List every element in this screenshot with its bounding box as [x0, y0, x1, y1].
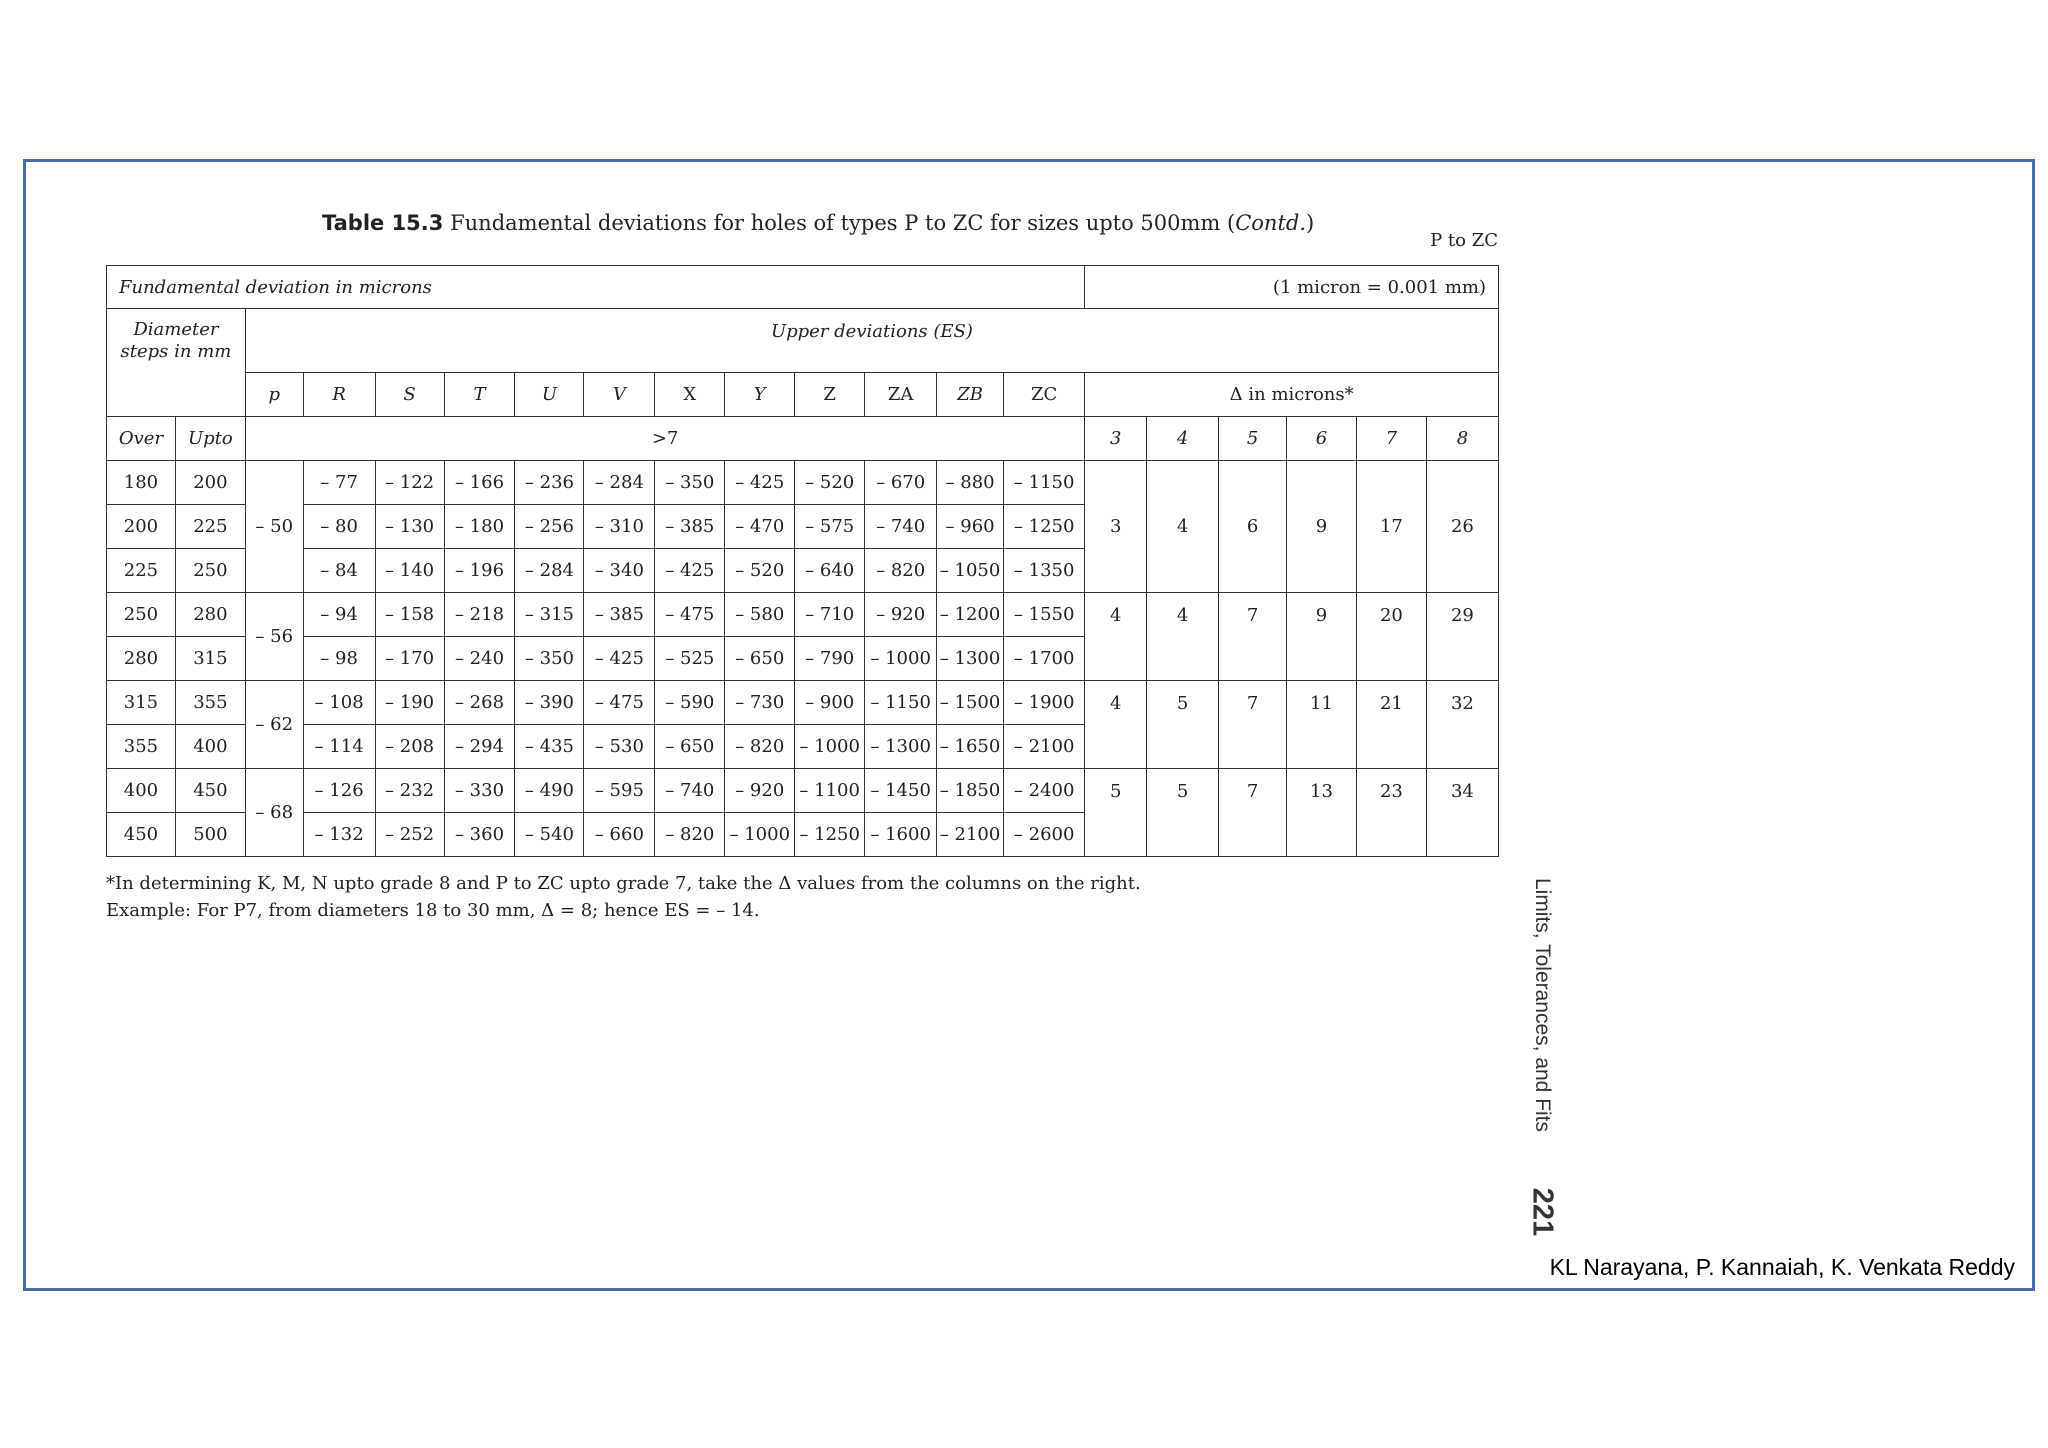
deviation-cell: – 920 — [725, 769, 795, 813]
deviation-cell: – 1250 — [795, 813, 865, 857]
deviation-cell: – 1900 — [1004, 681, 1085, 725]
deviation-cell: – 268 — [444, 681, 515, 725]
deviation-cell: – 650 — [655, 725, 725, 769]
authors: KL Narayana, P. Kannaiah, K. Venkata Reddy — [1549, 1254, 2015, 1280]
table-row — [107, 461, 1499, 505]
deviation-cell: – 330 — [444, 769, 515, 813]
deviation-cell: – 108 — [303, 681, 375, 725]
deviation-cell: – 540 — [515, 813, 584, 857]
fundamental-deviation-header: Fundamental deviation in microns — [107, 266, 1085, 309]
upto-cell: 355 — [175, 681, 245, 725]
delta-value-cell: 13 — [1287, 769, 1357, 857]
over-header: Over — [107, 417, 176, 461]
table-caption — [322, 211, 1314, 235]
deviation-cell: – 595 — [584, 769, 655, 813]
deviation-cell: – 252 — [375, 813, 444, 857]
caption-text: Fundamental deviations for holes of types P to ZC for sizes upto 500mm ( — [450, 211, 1236, 235]
deviation-cell: – 84 — [303, 549, 375, 593]
deviation-cell: – 670 — [865, 461, 937, 505]
delta-value-cell: 3 — [1085, 461, 1147, 593]
delta-value-cell: 29 — [1426, 593, 1498, 681]
deviation-cell: – 340 — [584, 549, 655, 593]
deviation-cell: – 960 — [937, 505, 1004, 549]
deviation-cell: – 232 — [375, 769, 444, 813]
upto-header: Upto — [175, 417, 245, 461]
deviation-cell: – 196 — [444, 549, 515, 593]
fundamental-deviation-table — [106, 265, 1499, 857]
deviation-cell: – 1150 — [865, 681, 937, 725]
over-cell: 315 — [107, 681, 176, 725]
delta-value-cell: 7 — [1219, 681, 1287, 769]
deviation-cell: – 1300 — [937, 637, 1004, 681]
delta-value-cell: 5 — [1147, 769, 1219, 857]
delta-grade-8: 8 — [1426, 417, 1498, 461]
deviation-cell: – 425 — [584, 637, 655, 681]
deviation-cell: – 1600 — [865, 813, 937, 857]
deviation-cell: – 166 — [444, 461, 515, 505]
deviation-cell: – 1250 — [1004, 505, 1085, 549]
deviation-cell: – 820 — [725, 725, 795, 769]
deviation-cell: – 520 — [725, 549, 795, 593]
deviation-cell: – 218 — [444, 593, 515, 637]
deviation-cell: – 920 — [865, 593, 937, 637]
deviation-cell: – 520 — [795, 461, 865, 505]
deviation-cell: – 1200 — [937, 593, 1004, 637]
deviation-cell: – 310 — [584, 505, 655, 549]
delta-value-cell: 32 — [1426, 681, 1498, 769]
delta-value-cell: 23 — [1356, 769, 1426, 857]
deviation-cell: – 475 — [584, 681, 655, 725]
upto-cell: 400 — [175, 725, 245, 769]
delta-value-cell: 5 — [1085, 769, 1147, 857]
upto-cell: 450 — [175, 769, 245, 813]
deviation-cell: – 1450 — [865, 769, 937, 813]
deviation-cell: – 236 — [515, 461, 584, 505]
deviation-cell: – 2100 — [1004, 725, 1085, 769]
deviation-cell: – 132 — [303, 813, 375, 857]
deviation-cell: – 710 — [795, 593, 865, 637]
over-cell: 355 — [107, 725, 176, 769]
deviation-cell: – 475 — [655, 593, 725, 637]
column-header-zc: ZC — [1004, 373, 1085, 417]
over-cell: 225 — [107, 549, 176, 593]
deviation-cell: – 530 — [584, 725, 655, 769]
deviation-cell: – 240 — [444, 637, 515, 681]
deviation-cell: – 77 — [303, 461, 375, 505]
deviation-cell: – 900 — [795, 681, 865, 725]
upto-cell: 500 — [175, 813, 245, 857]
delta-value-cell: 4 — [1085, 681, 1147, 769]
deviation-cell: – 2400 — [1004, 769, 1085, 813]
delta-grade-5: 5 — [1219, 417, 1287, 461]
column-header-za: ZA — [865, 373, 937, 417]
over-cell: 450 — [107, 813, 176, 857]
deviation-cell: – 880 — [937, 461, 1004, 505]
column-header-t: T — [444, 373, 515, 417]
deviation-cell: – 425 — [725, 461, 795, 505]
deviation-cell: – 820 — [655, 813, 725, 857]
deviation-cell: – 315 — [515, 593, 584, 637]
footnote-delta: *In determining K, M, N upto grade 8 and P to ZC upto grade 7, take the Δ values from the columns on the right. — [106, 873, 1141, 894]
deviation-cell: – 1150 — [1004, 461, 1085, 505]
deviation-cell: – 140 — [375, 549, 444, 593]
delta-value-cell: 11 — [1287, 681, 1357, 769]
delta-value-cell: 4 — [1085, 593, 1147, 681]
deviation-cell: – 158 — [375, 593, 444, 637]
deviation-cell: – 1850 — [937, 769, 1004, 813]
deviation-cell: – 650 — [725, 637, 795, 681]
column-header-p: p — [245, 373, 303, 417]
over-cell: 180 — [107, 461, 176, 505]
deviation-cell: – 1700 — [1004, 637, 1085, 681]
upto-cell: 200 — [175, 461, 245, 505]
deviation-cell: – 256 — [515, 505, 584, 549]
deviation-cell: – 390 — [515, 681, 584, 725]
deviation-cell: – 350 — [655, 461, 725, 505]
delta-value-cell: 9 — [1287, 461, 1357, 593]
deviation-cell: – 740 — [865, 505, 937, 549]
p-deviation-cell: – 68 — [245, 769, 303, 857]
deviation-cell: – 730 — [725, 681, 795, 725]
deviation-cell: – 294 — [444, 725, 515, 769]
upto-cell: 315 — [175, 637, 245, 681]
over-cell: 400 — [107, 769, 176, 813]
delta-value-cell: 4 — [1147, 461, 1219, 593]
deviation-cell: – 1650 — [937, 725, 1004, 769]
page-number: 221 — [1526, 1187, 1559, 1237]
p-deviation-cell: – 62 — [245, 681, 303, 769]
deviation-cell: – 1100 — [795, 769, 865, 813]
deviation-cell: – 208 — [375, 725, 444, 769]
delta-value-cell: 26 — [1426, 461, 1498, 593]
delta-value-cell: 20 — [1356, 593, 1426, 681]
deviation-cell: – 122 — [375, 461, 444, 505]
deviation-cell: – 114 — [303, 725, 375, 769]
delta-value-cell: 7 — [1219, 769, 1287, 857]
deviation-cell: – 580 — [725, 593, 795, 637]
deviation-cell: – 575 — [795, 505, 865, 549]
running-head: Limits, Tolerances, and Fits — [1531, 877, 1554, 1133]
upto-cell: 250 — [175, 549, 245, 593]
deviation-cell: – 284 — [515, 549, 584, 593]
p-deviation-cell: – 50 — [245, 461, 303, 593]
deviation-cell: – 470 — [725, 505, 795, 549]
over-cell: 200 — [107, 505, 176, 549]
deviation-cell: – 94 — [303, 593, 375, 637]
deviation-cell: – 525 — [655, 637, 725, 681]
footnote-example: Example: For P7, from diameters 18 to 30 mm, Δ = 8; hence ES = – 14. — [106, 900, 760, 921]
caption-close: ) — [1306, 211, 1315, 235]
deviation-cell: – 590 — [655, 681, 725, 725]
table-row — [107, 681, 1499, 725]
upper-deviations-header: Upper deviations (ES) — [245, 309, 1498, 373]
over-cell: 250 — [107, 593, 176, 637]
column-header-v: V — [584, 373, 655, 417]
deviation-cell: – 1500 — [937, 681, 1004, 725]
deviation-cell: – 98 — [303, 637, 375, 681]
delta-grade-3: 3 — [1085, 417, 1147, 461]
delta-value-cell: 34 — [1426, 769, 1498, 857]
deviation-cell: – 190 — [375, 681, 444, 725]
column-header-u: U — [515, 373, 584, 417]
deviation-cell: – 740 — [655, 769, 725, 813]
deviation-cell: – 126 — [303, 769, 375, 813]
over-cell: 280 — [107, 637, 176, 681]
column-header-s: S — [375, 373, 444, 417]
delta-value-cell: 21 — [1356, 681, 1426, 769]
caption-contd: Contd. — [1235, 211, 1306, 235]
upto-cell: 280 — [175, 593, 245, 637]
deviation-cell: – 1350 — [1004, 549, 1085, 593]
deviation-cell: – 660 — [584, 813, 655, 857]
delta-header: Δ in microns* — [1085, 373, 1499, 417]
column-header-y: Y — [725, 373, 795, 417]
grade-header: >7 — [245, 417, 1084, 461]
deviation-cell: – 1300 — [865, 725, 937, 769]
delta-grade-7: 7 — [1356, 417, 1426, 461]
deviation-cell: – 1050 — [937, 549, 1004, 593]
deviation-cell: – 2600 — [1004, 813, 1085, 857]
deviation-cell: – 1000 — [795, 725, 865, 769]
column-header-x: X — [655, 373, 725, 417]
deviation-cell: – 790 — [795, 637, 865, 681]
delta-value-cell: 6 — [1219, 461, 1287, 593]
column-header-zb: ZB — [937, 373, 1004, 417]
caption-label: Table 15.3 — [322, 211, 444, 235]
deviation-cell: – 640 — [795, 549, 865, 593]
delta-value-cell: 9 — [1287, 593, 1357, 681]
delta-grade-4: 4 — [1147, 417, 1219, 461]
delta-value-cell: 7 — [1219, 593, 1287, 681]
delta-value-cell: 5 — [1147, 681, 1219, 769]
deviation-cell: – 435 — [515, 725, 584, 769]
deviation-cell: – 350 — [515, 637, 584, 681]
delta-value-cell: 4 — [1147, 593, 1219, 681]
p-deviation-cell: – 56 — [245, 593, 303, 681]
deviation-cell: – 2100 — [937, 813, 1004, 857]
column-header-r: R — [303, 373, 375, 417]
footnotes — [106, 870, 1141, 924]
deviation-cell: – 284 — [584, 461, 655, 505]
deviation-cell: – 80 — [303, 505, 375, 549]
deviation-cell: – 820 — [865, 549, 937, 593]
micron-note: (1 micron = 0.001 mm) — [1085, 266, 1499, 309]
deviation-cell: – 425 — [655, 549, 725, 593]
deviation-cell: – 360 — [444, 813, 515, 857]
deviation-cell: – 385 — [655, 505, 725, 549]
deviation-cell: – 490 — [515, 769, 584, 813]
deviation-cell: – 1000 — [725, 813, 795, 857]
deviation-cell: – 1550 — [1004, 593, 1085, 637]
delta-grade-6: 6 — [1287, 417, 1357, 461]
delta-value-cell: 17 — [1356, 461, 1426, 593]
deviation-cell: – 385 — [584, 593, 655, 637]
corner-label: P to ZC — [1430, 230, 1498, 251]
deviation-cell: – 1000 — [865, 637, 937, 681]
deviation-cell: – 130 — [375, 505, 444, 549]
deviation-cell: – 180 — [444, 505, 515, 549]
diameter-steps-header: Diameter steps in mm — [107, 309, 246, 417]
deviation-cell: – 170 — [375, 637, 444, 681]
column-header-z: Z — [795, 373, 865, 417]
table-row — [107, 769, 1499, 813]
upto-cell: 225 — [175, 505, 245, 549]
table-row — [107, 593, 1499, 637]
